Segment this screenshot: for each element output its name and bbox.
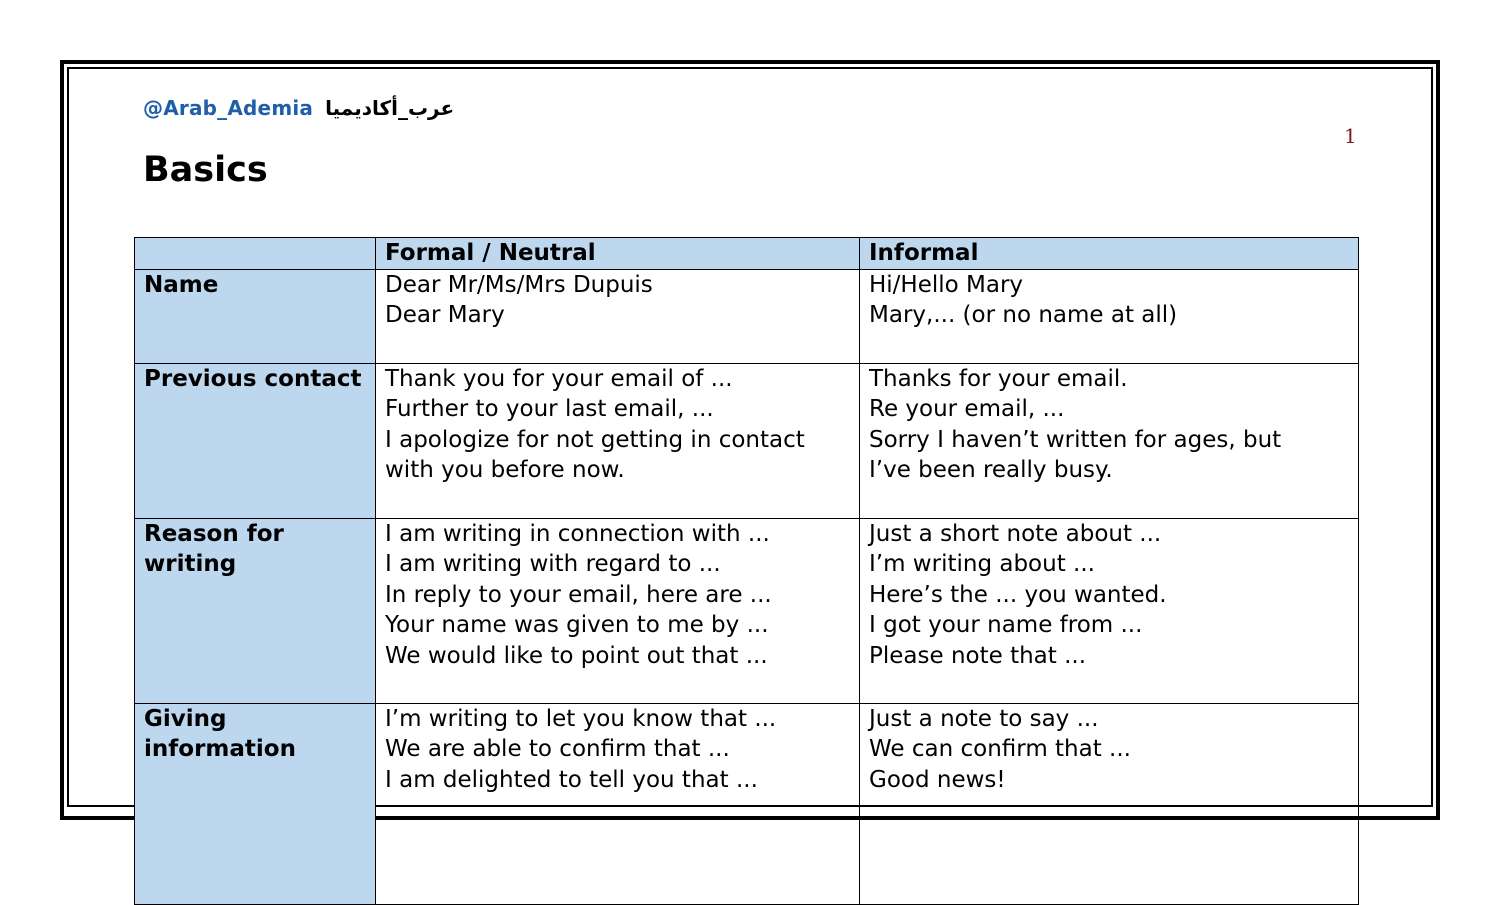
phrase: I am delighted to tell you that ... <box>385 766 758 793</box>
table-row <box>135 363 1359 518</box>
phrase: Just a short note about ... <box>869 520 1162 547</box>
phrase: I am writing with regard to ... <box>385 551 721 577</box>
row-label: Previous contact <box>135 363 376 518</box>
formal-cell <box>376 363 860 518</box>
row-label: Reason for writing <box>135 518 376 703</box>
handle-text: @Arab_Ademia <box>143 96 314 120</box>
phrase: Please note that ... <box>869 642 1087 669</box>
phrase: Dear Mary <box>385 302 505 328</box>
phrase: Mary,... (or no name at all) <box>869 302 1178 328</box>
page-header <box>143 92 454 124</box>
page-number: 1 <box>1344 124 1357 148</box>
phrase: I apologize for not getting in contact <box>385 426 805 453</box>
phrase: We are able to confirm that ... <box>385 736 730 762</box>
phrase: Thanks for your email. <box>869 365 1128 392</box>
phrase: I got your name from ... <box>869 612 1143 638</box>
phrase: Hi/Hello Mary <box>869 271 1024 298</box>
informal-cell <box>860 703 1359 904</box>
phrase: Just a note to say ... <box>869 705 1099 732</box>
phrase: Thank you for your email of ... <box>385 365 733 392</box>
phrase: Re your email, ... <box>869 396 1065 422</box>
page-title: Basics <box>143 150 268 190</box>
phrase: I’ve been really busy. <box>869 457 1113 483</box>
phrase: Sorry I haven’t written for ages, but <box>869 426 1282 453</box>
phrase: Further to your last email, ... <box>385 396 714 422</box>
formal-cell <box>376 269 860 363</box>
phrase: I’m writing about ... <box>869 551 1095 577</box>
phrases-table <box>134 237 1359 905</box>
phrase: Dear Mr/Ms/Mrs Dupuis <box>385 271 653 298</box>
phrase: We would like to point out that ... <box>385 642 768 669</box>
header-cell-informal: Informal <box>860 238 1359 270</box>
phrase: In reply to your email, here are ... <box>385 581 772 608</box>
phrase: Your name was given to me by ... <box>385 612 769 638</box>
phrase: We can confirm that ... <box>869 736 1131 762</box>
phrase: with you before now. <box>385 457 625 483</box>
informal-cell <box>860 269 1359 363</box>
phrase: Good news! <box>869 766 1006 793</box>
formal-cell <box>376 518 860 703</box>
informal-cell <box>860 363 1359 518</box>
phrase: I’m writing to let you know that ... <box>385 705 777 732</box>
header-cell-empty <box>135 238 376 270</box>
table-row <box>135 703 1359 904</box>
header-cell-formal: Formal / Neutral <box>376 238 860 270</box>
phrase: Here’s the ... you wanted. <box>869 581 1167 608</box>
row-label: Giving information <box>135 703 376 904</box>
arabic-brand-text: عرب_أكاديميا <box>325 96 455 120</box>
table-header-row <box>135 238 1359 270</box>
phrase: I am writing in connection with ... <box>385 520 770 547</box>
row-label: Name <box>135 269 376 363</box>
table-row <box>135 269 1359 363</box>
informal-cell <box>860 518 1359 703</box>
formal-cell <box>376 703 860 904</box>
table-row <box>135 518 1359 703</box>
